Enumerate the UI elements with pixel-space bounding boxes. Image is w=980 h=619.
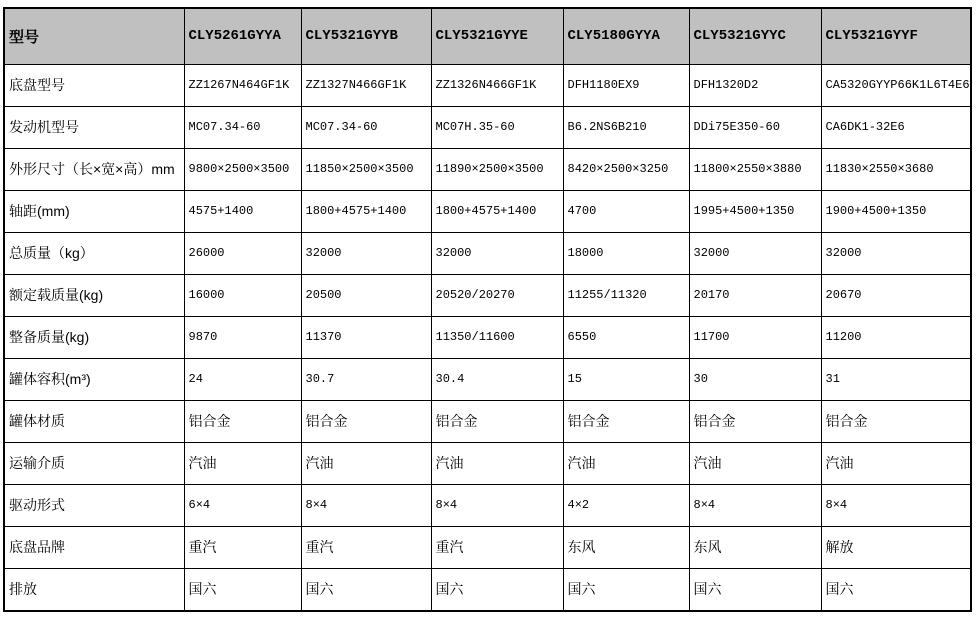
spec-table-row bbox=[4, 358, 971, 400]
spec-value: 8×4 bbox=[301, 484, 431, 526]
spec-value: 汽油 bbox=[184, 442, 301, 484]
spec-value: 汽油 bbox=[689, 442, 821, 484]
spec-value: CA6DK1-32E6 bbox=[821, 106, 971, 148]
spec-value: 6×4 bbox=[184, 484, 301, 526]
spec-value: 26000 bbox=[184, 232, 301, 274]
spec-value: 国六 bbox=[301, 568, 431, 611]
spec-value: 国六 bbox=[563, 568, 689, 611]
spec-value: 解放 bbox=[821, 526, 971, 568]
spec-value: ZZ1267N464GF1K bbox=[184, 64, 301, 106]
spec-value: 30 bbox=[689, 358, 821, 400]
spec-value: 30.4 bbox=[431, 358, 563, 400]
spec-value: 11255/11320 bbox=[563, 274, 689, 316]
row-label: 总质量（kg） bbox=[4, 232, 184, 274]
spec-table-row bbox=[4, 316, 971, 358]
row-label: 发动机型号 bbox=[4, 106, 184, 148]
spec-value: 4×2 bbox=[563, 484, 689, 526]
spec-value: 32000 bbox=[689, 232, 821, 274]
spec-value: 24 bbox=[184, 358, 301, 400]
spec-value: 30.7 bbox=[301, 358, 431, 400]
spec-table-row bbox=[4, 148, 971, 190]
spec-value: 铝合金 bbox=[563, 400, 689, 442]
spec-value: 国六 bbox=[431, 568, 563, 611]
spec-value: 11200 bbox=[821, 316, 971, 358]
spec-value: 20520/20270 bbox=[431, 274, 563, 316]
spec-value: 18000 bbox=[563, 232, 689, 274]
spec-table-row bbox=[4, 568, 971, 611]
spec-value: ZZ1326N466GF1K bbox=[431, 64, 563, 106]
spec-value: 重汽 bbox=[301, 526, 431, 568]
spec-value: 铝合金 bbox=[689, 400, 821, 442]
header-row bbox=[4, 8, 971, 64]
spec-value: 铝合金 bbox=[301, 400, 431, 442]
spec-value: 8×4 bbox=[431, 484, 563, 526]
model-column-header: CLY5321GYYF bbox=[821, 8, 971, 64]
spec-value: DFH1320D2 bbox=[689, 64, 821, 106]
truck-spec-table bbox=[3, 7, 972, 612]
spec-value: DFH1180EX9 bbox=[563, 64, 689, 106]
spec-value: 东风 bbox=[563, 526, 689, 568]
spec-value: 8×4 bbox=[821, 484, 971, 526]
row-label: 外形尺寸（长×宽×高）mm bbox=[4, 148, 184, 190]
spec-value: 15 bbox=[563, 358, 689, 400]
model-column-header: CLY5180GYYA bbox=[563, 8, 689, 64]
spec-value: 1995+4500+1350 bbox=[689, 190, 821, 232]
spec-value: 汽油 bbox=[563, 442, 689, 484]
spec-value: 20170 bbox=[689, 274, 821, 316]
spec-value: 汽油 bbox=[431, 442, 563, 484]
spec-value: 11850×2500×3500 bbox=[301, 148, 431, 190]
spec-value: 重汽 bbox=[184, 526, 301, 568]
spec-value: 重汽 bbox=[431, 526, 563, 568]
row-label: 底盘品牌 bbox=[4, 526, 184, 568]
row-label: 排放 bbox=[4, 568, 184, 611]
spec-value: MC07.34-60 bbox=[184, 106, 301, 148]
spec-value: 国六 bbox=[689, 568, 821, 611]
spec-value: 8420×2500×3250 bbox=[563, 148, 689, 190]
spec-value: 20670 bbox=[821, 274, 971, 316]
spec-value: 4575+1400 bbox=[184, 190, 301, 232]
spec-value: 1900+4500+1350 bbox=[821, 190, 971, 232]
spec-value: 东风 bbox=[689, 526, 821, 568]
spec-value: 国六 bbox=[821, 568, 971, 611]
spec-value: 9800×2500×3500 bbox=[184, 148, 301, 190]
model-column-header: CLY5321GYYE bbox=[431, 8, 563, 64]
row-label: 整备质量(kg) bbox=[4, 316, 184, 358]
spec-value: 铝合金 bbox=[431, 400, 563, 442]
spec-value: 11350/11600 bbox=[431, 316, 563, 358]
spec-table-row bbox=[4, 64, 971, 106]
spec-value: 31 bbox=[821, 358, 971, 400]
spec-table-row bbox=[4, 484, 971, 526]
spec-value: 铝合金 bbox=[821, 400, 971, 442]
model-column-header: CLY5321GYYB bbox=[301, 8, 431, 64]
spec-value: 11830×2550×3680 bbox=[821, 148, 971, 190]
spec-value: 11890×2500×3500 bbox=[431, 148, 563, 190]
spec-table-row bbox=[4, 232, 971, 274]
spec-value: MC07.34-60 bbox=[301, 106, 431, 148]
model-column-header: CLY5321GYYC bbox=[689, 8, 821, 64]
row-label: 罐体容积(m³) bbox=[4, 358, 184, 400]
spec-value: 16000 bbox=[184, 274, 301, 316]
spec-value: 汽油 bbox=[301, 442, 431, 484]
spec-table-row bbox=[4, 526, 971, 568]
spec-table-row bbox=[4, 400, 971, 442]
spec-value: ZZ1327N466GF1K bbox=[301, 64, 431, 106]
spec-value: 国六 bbox=[184, 568, 301, 611]
spec-value: 11800×2550×3880 bbox=[689, 148, 821, 190]
spec-value: MC07H.35-60 bbox=[431, 106, 563, 148]
header-label-model: 型号 bbox=[4, 8, 184, 64]
spec-value: 1800+4575+1400 bbox=[301, 190, 431, 232]
spec-table-row bbox=[4, 106, 971, 148]
spec-table-row bbox=[4, 274, 971, 316]
model-column-header: CLY5261GYYA bbox=[184, 8, 301, 64]
spec-table-row bbox=[4, 442, 971, 484]
spec-value: 9870 bbox=[184, 316, 301, 358]
row-label: 运输介质 bbox=[4, 442, 184, 484]
spec-value: DDi75E350-60 bbox=[689, 106, 821, 148]
spec-value: 铝合金 bbox=[184, 400, 301, 442]
spec-value: 6550 bbox=[563, 316, 689, 358]
row-label: 罐体材质 bbox=[4, 400, 184, 442]
spec-value: 20500 bbox=[301, 274, 431, 316]
spec-value: 4700 bbox=[563, 190, 689, 232]
row-label: 额定载质量(kg) bbox=[4, 274, 184, 316]
spec-value: 11370 bbox=[301, 316, 431, 358]
spec-value: 32000 bbox=[301, 232, 431, 274]
spec-value: 32000 bbox=[431, 232, 563, 274]
row-label: 轴距(mm) bbox=[4, 190, 184, 232]
row-label: 驱动形式 bbox=[4, 484, 184, 526]
spec-value: 1800+4575+1400 bbox=[431, 190, 563, 232]
spec-value: CA5320GYYP66K1L6T4E6 bbox=[821, 64, 971, 106]
spec-value: 8×4 bbox=[689, 484, 821, 526]
spec-rows bbox=[4, 64, 971, 611]
spec-value: 汽油 bbox=[821, 442, 971, 484]
row-label: 底盘型号 bbox=[4, 64, 184, 106]
spec-value: 11700 bbox=[689, 316, 821, 358]
spec-value: B6.2NS6B210 bbox=[563, 106, 689, 148]
spec-table-row bbox=[4, 190, 971, 232]
spec-value: 32000 bbox=[821, 232, 971, 274]
